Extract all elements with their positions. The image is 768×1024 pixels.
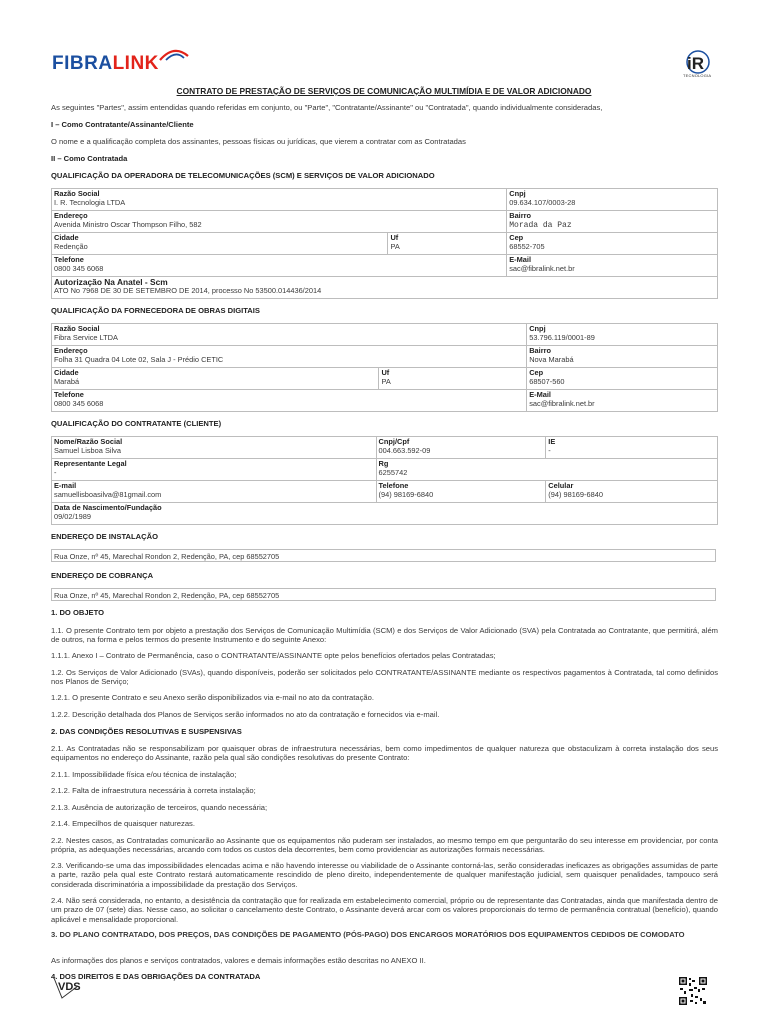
clause-2-2: 2.2. Nestes casos, as Contratadas comunicarão ao Assinante que os equipamentos não puderam ser instalados, ao mesmo tempo em que perguntarão do seu interesse em providenciar, por conta própria, as adequações necessárias, arcando com todos os custos dela decorrentes, bem como providenciar as autorizações formais necessárias. — [51, 836, 718, 855]
fibralink-logo: FIBRA LINK — [52, 52, 159, 76]
supplier-cnpj-cell: Cnpj 53.796.119/0001-89 — [527, 324, 718, 346]
svg-text:VDS: VDS — [58, 981, 81, 993]
heading-plano: 3. DO PLANO CONTRATADO, DOS PREÇOS, DAS CONDIÇÕES DE PAGAMENTO (PÓS-PAGO) DOS ENCARGOS MORATÓRIOS DOS EQUIPAMENTOS CEDIDOS DE COMODATO — [51, 930, 685, 939]
clause-2-4: 2.4. Não será considerada, no entanto, a desistência da contratação que for realizada em estabelecimento comercial, próprio ou de representante das Contratadas, ainda que manifestada dentro de um prazo de 07 (sete) dias. Nesse caso, ao solicitar o cancelamento deste Contrato, o Assinante deverá arcar com os valores proporcionais do termo de permanência contratual (benefício), quando aplicável e mensalidade proporcional. — [51, 896, 718, 924]
operator-cnpj-cell: Cnpj 09.634.107/0003-28 — [507, 189, 718, 211]
supplier-cep-cell: Cep 68507-560 — [527, 368, 718, 390]
intro-parties: As seguintes "Partes", assim entendidas quando referidas em conjunto, ou "Parte", "Contratante/Assinante" ou "Contratada", quando individualmente consideradas, — [51, 103, 603, 112]
supplier-razao-cell: Razão Social Fibra Service LTDA — [52, 324, 527, 346]
supplier-cidade-cell: Cidade Marabá — [52, 368, 379, 390]
operator-table — [51, 188, 718, 299]
document-title: CONTRATO DE PRESTAÇÃO DE SERVIÇOS DE COMUNICAÇÃO MULTIMÍDIA E DE VALOR ADICIONADO — [176, 86, 592, 96]
operator-email-cell: E-Mail sac@fibralink.net.br — [507, 255, 718, 277]
operator-bairro-cell: Bairro Morada da Paz — [507, 211, 718, 233]
intro-qualification: O nome e a qualificação completa dos assinantes, pessoas físicas ou jurídicas, que vierem a contratar com as Contratadas — [51, 137, 466, 146]
client-nasc-cell: Data de Nascimento/Fundação 09/02/1989 — [52, 503, 718, 525]
heading-client: QUALIFICAÇÃO DO CONTRATANTE (CLIENTE) — [51, 419, 222, 428]
client-rep-cell: Representante Legal - — [52, 459, 377, 481]
clause-1-1: 1.1. O presente Contrato tem por objeto a prestação dos Serviços de Comunicação Multimídia (SCM) e dos Serviços de Valor Adicionado (SVA) pela Contratada ao Contratante, que permitirá, além de outros, na forma e pelos termos do presente Instrumento e do seguinte Anexo: — [51, 626, 718, 645]
heading-install: ENDEREÇO DE INSTALAÇÃO — [51, 532, 159, 541]
supplier-bairro-cell: Bairro Nova Marabá — [527, 346, 718, 368]
client-cpf-cell: Cnpj/Cpf 004.663.592-09 — [376, 437, 546, 459]
qr-code-icon — [678, 976, 708, 1006]
install-address-box: Rua Onze, nº 45, Marechal Rondon 2, Redenção, PA, cep 68552705 — [51, 549, 716, 562]
operator-cidade-cell: Cidade Redenção — [52, 233, 388, 255]
signature-mark — [52, 976, 92, 1006]
clause-3-text: As informações dos planos e serviços contratados, valores e demais informações estão descritas no ANEXO II. — [51, 956, 426, 965]
operator-uf-cell: Uf PA — [388, 233, 507, 255]
heading-contratada: II – Como Contratada — [51, 154, 128, 163]
heading-direitos: 4. DOS DIREITOS E DAS OBRIGAÇÕES DA CONTRATADA — [51, 972, 261, 981]
clause-2-1-3: 2.1.3. Ausência de autorização de terceiros, quando necessária; — [51, 803, 268, 812]
clause-2-3: 2.3. Verificando-se uma das impossibilidades elencadas acima e não havendo interesse ou viabilidade de o Assinante contorná-las, serão consideradas ineficazes as obrigações assumidas de parte a parte, razão pela qual este Contrato restará automaticamente rescindido de pleno direito, independentemente de qualquer manifestação judicial, sem quaisquer penalidades, tampouco será considerada discriminatória a impossibilidade da prestação dos Serviços. — [51, 861, 718, 889]
operator-razao-cell: Razão Social I. R. Tecnologia LTDA — [52, 189, 507, 211]
supplier-uf-cell: Uf PA — [379, 368, 527, 390]
billing-address-box: Rua Onze, nº 45, Marechal Rondon 2, Redenção, PA, cep 68552705 — [51, 588, 716, 601]
heading-operator: QUALIFICAÇÃO DA OPERADORA DE TELECOMUNICAÇÕES (SCM) E SERVIÇOS DE VALOR ADICIONADO — [51, 171, 435, 180]
clause-1-1-1: 1.1.1. Anexo I – Contrato de Permanência, caso o CONTRATANTE/ASSINANTE opte pelos benefícios ofertados pelas Contratadas; — [51, 651, 496, 660]
clause-2-1-2: 2.1.2. Falta de infraestrutura necessária à correta instalação; — [51, 786, 256, 795]
clause-1-2-2: 1.2.2. Descrição detalhada dos Planos de Serviços serão informados no ato da contratação e fornecidos via e-mail. — [51, 710, 440, 719]
heading-contratante: I – Como Contratante/Assinante/Cliente — [51, 120, 194, 129]
supplier-telefone-cell: Telefone 0800 345 6068 — [52, 390, 527, 412]
operator-endereco-cell: Endereço Avenida Ministro Oscar Thompson Filho, 582 — [52, 211, 507, 233]
clause-1-2: 1.2. Os Serviços de Valor Adicionado (SVAs), quando disponíveis, poderão ser solicitados pelo CONTRATANTE/ASSINANTE mediante os respectivos pagamentos à Contratada, tal como definidos nos Planos de Serviço; — [51, 668, 718, 687]
operator-cep-cell: Cep 68552-705 — [507, 233, 718, 255]
supplier-endereco-cell: Endereço Folha 31 Quadra 04 Lote 02, Sala J - Prédio CETIC — [52, 346, 527, 368]
clause-2-1: 2.1. As Contratadas não se responsabilizam por quaisquer obras de infraestrutura necessárias, bem como impedimentos de qualquer natureza que obstaculizam à correta instalação dos seus equipamentos no endereço do Assinante, razão pela qual são condições resolutivas do presente Contrato: — [51, 744, 718, 763]
client-nome-cell: Nome/Razão Social Samuel Lisboa Silva — [52, 437, 377, 459]
client-email-cell: E-mail samuellisboasilva@81gmail.com — [52, 481, 377, 503]
clause-2-1-1: 2.1.1. Impossibilidade física e/ou técnica de instalação; — [51, 770, 237, 779]
clause-1-2-1: 1.2.1. O presente Contrato e seu Anexo serão disponibilizados via e-mail no ato da contratação. — [51, 693, 374, 702]
heading-condicoes: 2. DAS CONDIÇÕES RESOLUTIVAS E SUSPENSIVAS — [51, 727, 242, 736]
client-rg-cell: Rg 6255742 — [376, 459, 717, 481]
heading-billing: ENDEREÇO DE COBRANÇA — [51, 571, 154, 580]
ir-logo-subtitle: TECNOLOGIA — [683, 73, 712, 78]
logo-arc-icon — [156, 46, 192, 62]
client-ie-cell: IE - — [546, 437, 718, 459]
client-telefone-cell: Telefone (94) 98169-6840 — [376, 481, 546, 503]
client-table — [51, 436, 718, 525]
operator-anatel-cell: Autorização Na Anatel - Scm ATO No 7968 DE 30 DE SETEMBRO DE 2014, processo No 53500.014436/2014 — [52, 277, 718, 299]
supplier-email-cell: E-Mail sac@fibralink.net.br — [527, 390, 718, 412]
client-celular-cell: Celular (94) 98169-6840 — [546, 481, 718, 503]
operator-telefone-cell: Telefone 0800 345 6068 — [52, 255, 507, 277]
supplier-table — [51, 323, 718, 412]
clause-2-1-4: 2.1.4. Empecilhos de quaisquer naturezas. — [51, 819, 195, 828]
svg-text:iR: iR — [687, 54, 704, 73]
heading-supplier: QUALIFICAÇÃO DA FORNECEDORA DE OBRAS DIGITAIS — [51, 306, 260, 315]
heading-objeto: 1. DO OBJETO — [51, 608, 105, 617]
